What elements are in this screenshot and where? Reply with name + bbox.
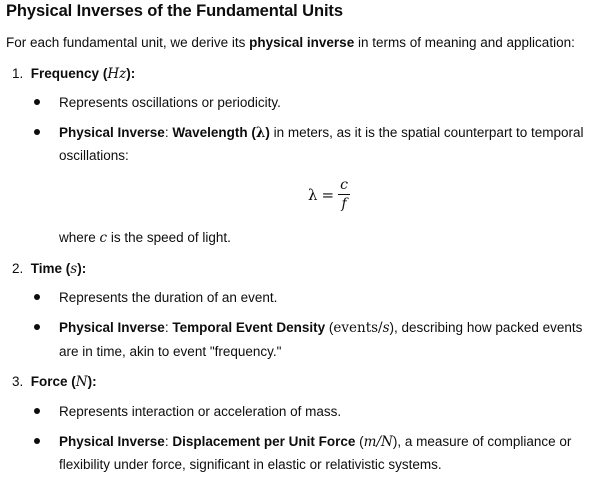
bullet-icon bbox=[34, 99, 40, 105]
list-item-continuation: are in time, akin to event "frequency." bbox=[59, 344, 282, 359]
unit-symbol: s bbox=[70, 261, 78, 277]
list-item: Physical Inverse: Wavelength (λ) in meters, as it is the spatial counterpart to temporal bbox=[59, 125, 584, 141]
wavelength-formula: λ = $\frac{c}{f}$ bbox=[308, 177, 350, 212]
list-item: Represents the duration of an event. bbox=[59, 290, 278, 305]
list-item-continuation: oscillations: bbox=[59, 148, 129, 163]
page-title: Physical Inverses of the Fundamental Units bbox=[6, 2, 343, 20]
bullet-icon bbox=[34, 408, 40, 414]
unit-symbol: Hz bbox=[107, 66, 127, 82]
unit-name: Frequency bbox=[30, 66, 100, 81]
list-number: 1. bbox=[12, 66, 24, 81]
formula-note: where c is the speed of light. bbox=[59, 230, 231, 246]
list-number: 2. bbox=[12, 261, 24, 276]
list-item-frequency: 1. Frequency (Hz): bbox=[12, 66, 136, 82]
fraction: $\frac{c}{f}$ bbox=[338, 177, 350, 212]
unit-name: Force bbox=[30, 374, 68, 389]
bullet-icon bbox=[34, 129, 40, 135]
list-item-continuation: flexibility under force, significant in elastic or relativistic systems. bbox=[59, 457, 442, 472]
list-item: Physical Inverse: Displacement per Unit Force (m/N), a measure of compliance or bbox=[59, 434, 572, 450]
bullet-icon bbox=[34, 294, 40, 300]
list-item: Represents interaction or acceleration of mass. bbox=[59, 404, 342, 419]
list-item: Represents oscillations or periodicity. bbox=[59, 95, 281, 110]
list-item-force: 3. Force (N): bbox=[12, 374, 97, 390]
unit-name: Time bbox=[30, 261, 63, 276]
list-item-time: 2. Time (s): bbox=[12, 261, 87, 277]
bullet-icon bbox=[34, 438, 40, 444]
fraction-bar bbox=[338, 194, 350, 195]
list-number: 3. bbox=[12, 374, 24, 389]
bullet-icon bbox=[34, 324, 40, 330]
intro-paragraph: For each fundamental unit, we derive its physical inverse in terms of meaning and application: bbox=[6, 35, 575, 50]
list-item: Physical Inverse: Temporal Event Density (events/s), describing how packed events bbox=[59, 320, 583, 336]
unit-symbol: N bbox=[75, 374, 88, 390]
